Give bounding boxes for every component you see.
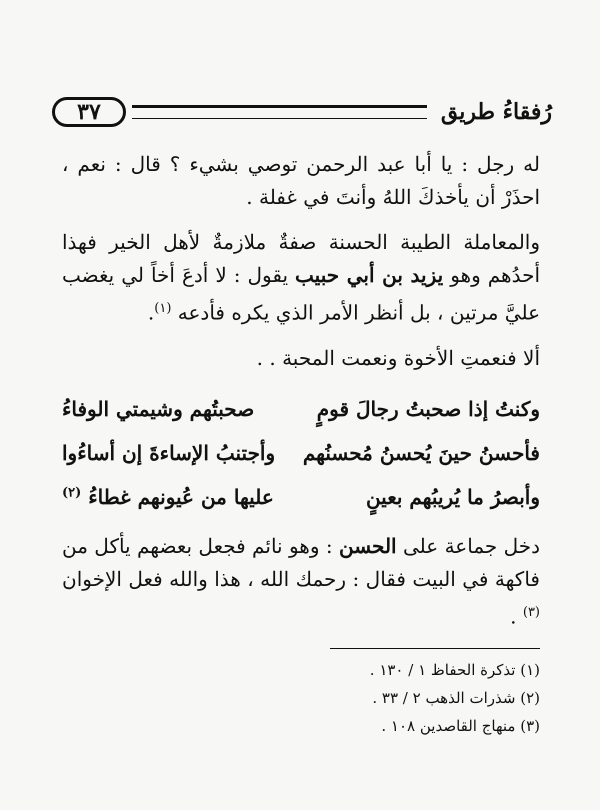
footnote-1: (١) تذكرة الحفاظ ١ / ١٣٠ .	[369, 661, 540, 679]
running-title: رُفقاءُ طريق	[440, 99, 552, 125]
main-text	[62, 148, 540, 385]
paragraph-2-text-a: والمعاملة الطيبة الحسنة صفةٌ ملازمةٌ لأهل الخير فهذا أحدُهم وهو	[62, 230, 540, 287]
footnote-3: (٣) منهاج القاصدين ١٠٨ .	[381, 717, 540, 735]
verse-line-1	[62, 397, 540, 421]
paragraph-1: له رجل : يا أبا عبد الرحمن توصي بشيء ؟ قال : نعم ، احذَرْ أن يأخذكَ اللهُ وأنتَ في غفلة .	[62, 152, 540, 209]
verse-3-second-hemistich	[62, 485, 274, 509]
verse-3-first-hemistich: وأبصرُ ما يُريبُهم بعينٍ	[365, 485, 540, 509]
paragraph-4-text-b: : وهو نائم فجعل بعضهم يأكل من فاكهة في البيت فقال : رحمك الله ، هذا والله فعل الإخوان	[62, 534, 540, 591]
paragraph-2-text-b: يقول : لا أدعَ أخاً لي يغضب عليَّ مرتين ، بل أنظر الأمر الذي يكره فأدعه	[62, 263, 540, 325]
header-rule	[132, 105, 427, 119]
verse-2-first-hemistich: فأحسنُ حينَ يُحسنُ مُحسنُهم	[302, 441, 540, 465]
verse-3-second-text: عليها من عُيونهم غطاءُ	[88, 485, 274, 509]
paragraph-4-text-a: دخل جماعة على	[403, 534, 541, 558]
footnotes	[300, 656, 540, 740]
paragraph-2	[62, 226, 540, 330]
paragraph-2-end: .	[147, 300, 155, 325]
footnote-2: (٢) شذرات الذهب ٢ / ٣٣ .	[372, 689, 540, 707]
paragraph-4	[62, 530, 540, 634]
page-header	[52, 92, 552, 132]
footnote-ref-1: (١)	[154, 301, 172, 316]
verse-line-3	[62, 485, 540, 509]
paragraph-3: ألا فنعمتِ الأخوة ونعمت المحبة . .	[256, 345, 540, 370]
page-number: ٣٧	[52, 97, 126, 127]
verse-1-second-hemistich: صحبتُهم وشيمتي الوفاءُ	[62, 397, 255, 421]
verse-1-first-hemistich: وكنتُ إذا صحبتُ رجالَ قومٍ	[316, 397, 540, 421]
verse-2-second-hemistich: وأجتنبُ الإساءةَ إن أساءُوا	[62, 441, 276, 465]
person-name-hasan: الحسن	[338, 534, 397, 558]
footnote-separator	[330, 648, 540, 649]
footnote-ref-3: (٣)	[522, 605, 540, 620]
paragraph-4-end: .	[510, 604, 517, 629]
footnote-ref-2: (٢)	[62, 485, 82, 501]
verse-line-2	[62, 441, 540, 465]
person-name-yazid: يزيد بن أبي حبيب	[295, 263, 444, 287]
